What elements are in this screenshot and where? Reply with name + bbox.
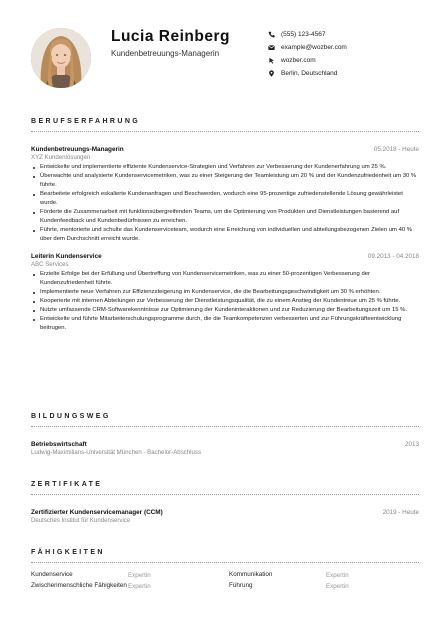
skill-level: Expertin [326,571,349,579]
list-item: Implementierte neue Verfahren zur Effizienzsteigerung im Kundenservice, die die Bearbeitungsgeschwindigkeit um 30 % erhöhten. [31,288,419,297]
certificate-date: 2019 - Heute [382,509,419,516]
education-entry [31,441,419,456]
skill-name: Kommunikation [229,571,273,578]
job-date: 09.2013 - 04.2018 [367,253,419,260]
experience-heading: BERUFSERFAHRUNG [31,118,419,132]
education-date: 2013 [404,441,419,448]
education-title: Betriebswirtschaft [31,441,87,448]
certificate-title: Zertifizierter Kundenservicemanager (CCM) [31,509,163,516]
contact-phone-text: (555) 123-4567 [281,31,326,38]
skill-level: Expertin [128,582,151,590]
link-icon [267,57,275,65]
list-item: Kooperierte mit internen Abteilungen zur Verbesserung der Dienstleistungsqualität, die zu einem Anstieg der Kundentreue um 25 % führte. [31,297,419,306]
list-item: Erzielte Erfolge bei der Erfüllung und Übertreffung von Kundenservicemetriken, was zu einer 50-prozentigen Verbesserung der Kundenzufriedenheit führte. [31,270,419,288]
email-icon [267,44,275,52]
contact-location [267,67,347,80]
list-item: Förderte die Zusammenarbeit mit funktionsübergreifenden Teams, um die Optimierung von Produkten und Dienstleistungen basierend auf Kundenfeedback und Kundenbedürfnissen zu erreichen. [31,208,419,226]
skill-level: Expertin [326,582,349,590]
skills-section [31,549,419,590]
job-bullets [31,270,419,333]
job-entry [31,253,419,333]
certificates-section [31,481,419,524]
experience-section [31,118,419,333]
candidate-name: Lucia Reinberg [111,28,230,45]
contact-email[interactable] [267,41,347,54]
list-item: Überwachte und analysierte Kundenservicemetriken, was zu einer Steigerung der Teamleistung um 20 % und der Kundenzufriedenheit um 30 % führte. [31,172,419,190]
skills-grid [31,571,419,590]
education-section [31,413,419,456]
list-item: Bearbeitete erfolgreich eskalierte Kundenanfragen und Beschwerden, wodurch eine 95-prozentige zufriedenstellende Lösung gewährleistet wurde. [31,190,419,208]
skills-heading: FÄHIGKEITEN [31,549,419,563]
contact-location-text: Berlin, Deutschland [281,70,338,77]
contact-website[interactable] [267,54,347,67]
list-item: Nutzte umfassende CRM-Softwarekenntnisse zur Optimierung der Kundeninteraktionen und zur Reduzierung der Bearbeitungszeit um 15 %. [31,306,419,315]
candidate-title: Kundenbetreuungs-Managerin [111,49,220,58]
contact-website-text: wozber.com [281,57,316,64]
skill-name: Zwischenmenschliche Fähigkeiten [31,582,127,589]
job-entry [31,146,419,244]
job-date: 05.2018 - Heute [373,146,419,153]
contact-list [267,28,347,80]
education-heading: BILDUNGSWEG [31,413,419,427]
contact-email-text: example@wozber.com [281,44,347,51]
job-company: XYZ Kundenlösungen [31,154,91,161]
profile-photo [31,28,91,88]
location-icon [267,70,275,78]
phone-icon [267,31,275,39]
job-title: Leiterin Kundenservice [31,253,102,260]
job-company: ABC Services [31,261,69,268]
education-institution: Ludwig-Maximilians-Universität München - Bachelor-Abschluss [31,449,202,456]
job-bullets [31,163,419,244]
certificates-heading: ZERTIFIKATE [31,481,419,495]
skill-name: Kundenservice [31,571,73,578]
list-item: Führte, mentorierte und schulte das Kundenserviceteam, wodurch eine Erreichung von individuellen und abteilungsbezogenen Zielen um 40 % über dem Durchschnitt erreicht wurde. [31,226,419,244]
skill-level: Expertin [128,571,151,579]
certificate-entry [31,509,419,524]
list-item: Entwickelte und implementierte effiziente Kundenservice-Strategien und Verfahren zur Verbesserung der Kundenerfahrung um 25 %. [31,163,419,172]
job-title: Kundenbetreuungs-Managerin [31,146,124,153]
skill-name: Führung [229,582,253,589]
list-item: Entwickelte und führte Mitarbeiterschulungsprogramme durch, die die Teamkompetenzen verbesserten und zur Führungskräfteentwicklung beitrugen. [31,315,419,333]
certificate-issuer: Deutsches Institut für Kundenservice [31,517,131,524]
contact-phone[interactable] [267,28,347,41]
